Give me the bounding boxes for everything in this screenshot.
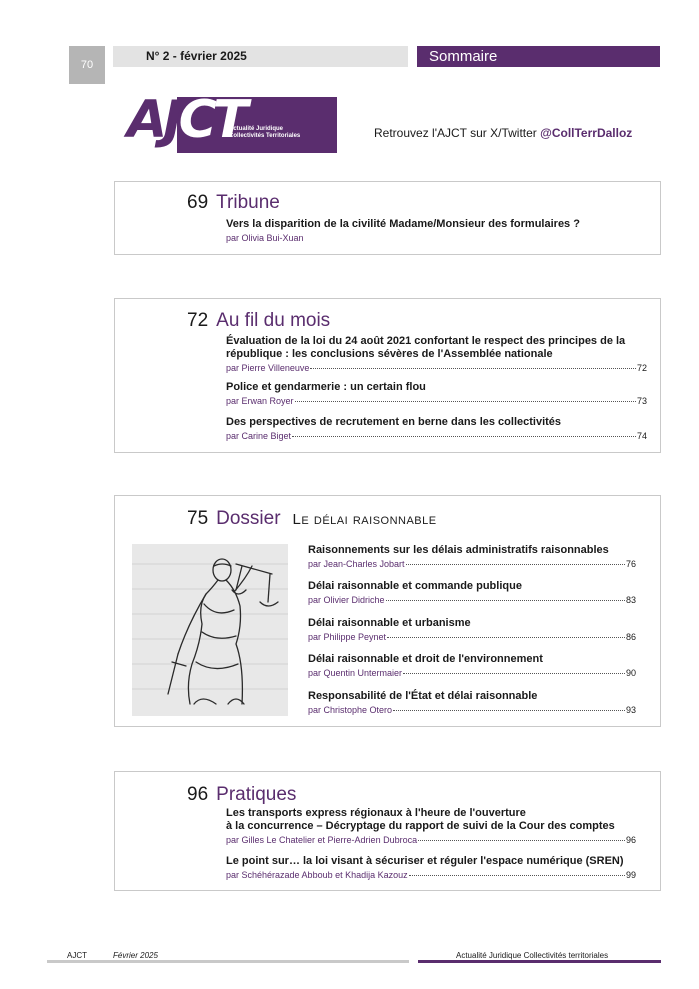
section-title: Au fil du mois [216,310,331,331]
section-title: Sommaire [417,46,660,67]
fil-du-mois-section [114,298,661,453]
footer-rule-right [418,960,661,963]
entry-author: par Gilles Le Chatelier et Pierre-Adrien Dubroca [226,835,418,845]
section-number: 75 [187,508,209,529]
entry-title: Délai raisonnable et urbanisme [308,617,471,629]
entry-author-row [308,595,636,605]
entry-author: par Pierre Villeneuve [226,363,310,373]
entry-title: Délai raisonnable et commande publique [308,580,522,592]
footer-journal: AJCT [67,951,87,960]
entry-author-row [226,431,647,441]
section-title: Tribune [216,192,280,213]
entry-page: 90 [625,668,636,678]
entry-author-row [226,396,647,406]
footer-journal-full: Actualité Juridique Collectivités territoriales [456,951,609,960]
entry-page: 76 [625,559,636,569]
leader-dots [406,564,625,565]
toc-entry[interactable] [226,807,636,845]
entry-author: par Philippe Peynet [308,632,387,642]
entry-page: 72 [636,363,647,373]
entry-author: par Carine Biget [226,431,292,441]
entry-author: par Erwan Royer [226,396,294,406]
entry-page: 96 [625,835,636,845]
section-heading [187,508,437,530]
entry-title: Raisonnements sur les délais administratifs raisonnables [308,544,609,556]
leader-dots [403,673,625,674]
entry-author: par Christophe Otero [308,705,393,715]
ajct-logo [127,90,337,154]
entry-title: Vers la disparition de la civilité Madame/Monsieur des formulaires ? [226,218,580,230]
entry-page: 83 [625,595,636,605]
dossier-section [114,495,661,727]
entry-page: 74 [636,431,647,441]
entry-author-row [226,835,636,845]
toc-entry[interactable] [308,580,636,605]
leader-dots [292,436,636,437]
footer-rule-left [47,960,409,963]
page-number: 70 [69,46,105,84]
entry-title-line-2: à la concurrence – Décryptage du rapport de suivi de la Cour des comptes [226,820,615,832]
entry-author: par Schéhérazade Abboub et Khadija Kazouz [226,870,408,880]
issue-label: N° 2 - février 2025 [113,46,408,67]
entry-title: Le point sur… la loi visant à sécuriser et réguler l'espace numérique (SREN) [226,855,624,867]
section-heading [187,784,296,806]
twitter-line [374,126,632,140]
entry-author-row [308,632,636,642]
entry-page: 93 [625,705,636,715]
toc-entry[interactable] [308,653,636,678]
section-number: 69 [187,192,209,213]
entry-author-row [308,668,636,678]
toc-entry[interactable] [226,416,647,441]
section-title: Dossier [216,508,281,529]
entry-title: Police et gendarmerie : un certain flou [226,381,426,393]
lady-justice-illustration [132,544,288,716]
entry-author: par Quentin Untermaier [308,668,403,678]
section-title: Pratiques [216,784,297,805]
section-heading [187,310,330,332]
entry-author-row [226,233,646,243]
leader-dots [418,840,625,841]
entry-author-row [226,363,647,373]
logo-subtitle-2: Collectivités Territoriales [229,133,301,139]
entry-author: par Olivia Bui-Xuan [226,233,304,243]
entry-page: 73 [636,396,647,406]
entry-author: par Olivier Didriche [308,595,385,605]
toc-entry[interactable] [308,544,636,569]
toc-entry[interactable] [308,690,636,715]
entry-author-row [308,705,636,715]
footer-date: Février 2025 [113,951,158,960]
section-number: 72 [187,310,209,331]
entry-author-row [308,559,636,569]
entry-title: Responsabilité de l'État et délai raisonnable [308,690,538,702]
entry-title-line-1: Les transports express régionaux à l'heure de l'ouverture [226,807,526,819]
entry-title: Délai raisonnable et droit de l'environnement [308,653,543,665]
toc-entry[interactable] [308,617,636,642]
section-heading [187,192,280,214]
pratiques-section [114,771,661,891]
toc-entry[interactable] [226,218,646,243]
leader-dots [295,401,636,402]
leader-dots [386,600,625,601]
twitter-prefix: Retrouvez l'AJCT sur X/Twitter [374,126,541,140]
section-subtitle: Le délai raisonnable [292,511,437,528]
leader-dots [310,368,636,369]
twitter-handle-link[interactable]: @CollTerrDalloz [540,126,633,140]
logo-subtitle-1: Actualité Juridique [229,126,284,132]
entry-page: 86 [625,632,636,642]
entry-author: par Jean-Charles Jobart [308,559,405,569]
leader-dots [387,637,625,638]
toc-entry[interactable] [226,381,647,406]
entry-author-row [226,870,636,880]
entry-title: Évaluation de la loi du 24 août 2021 confortant le respect des principes de la république : les conclusions sévères de l'Assemblée nationale [226,335,626,360]
entry-title: Des perspectives de recrutement en berne dans les collectivités [226,416,562,428]
entry-page: 99 [625,870,636,880]
logo-subtitle [229,126,300,140]
toc-entry[interactable] [226,335,647,373]
section-number: 96 [187,784,209,805]
toc-entry[interactable] [226,855,636,880]
tribune-section [114,181,661,255]
logo-letters: AJCT [127,90,245,150]
leader-dots [393,710,625,711]
leader-dots [409,875,625,876]
